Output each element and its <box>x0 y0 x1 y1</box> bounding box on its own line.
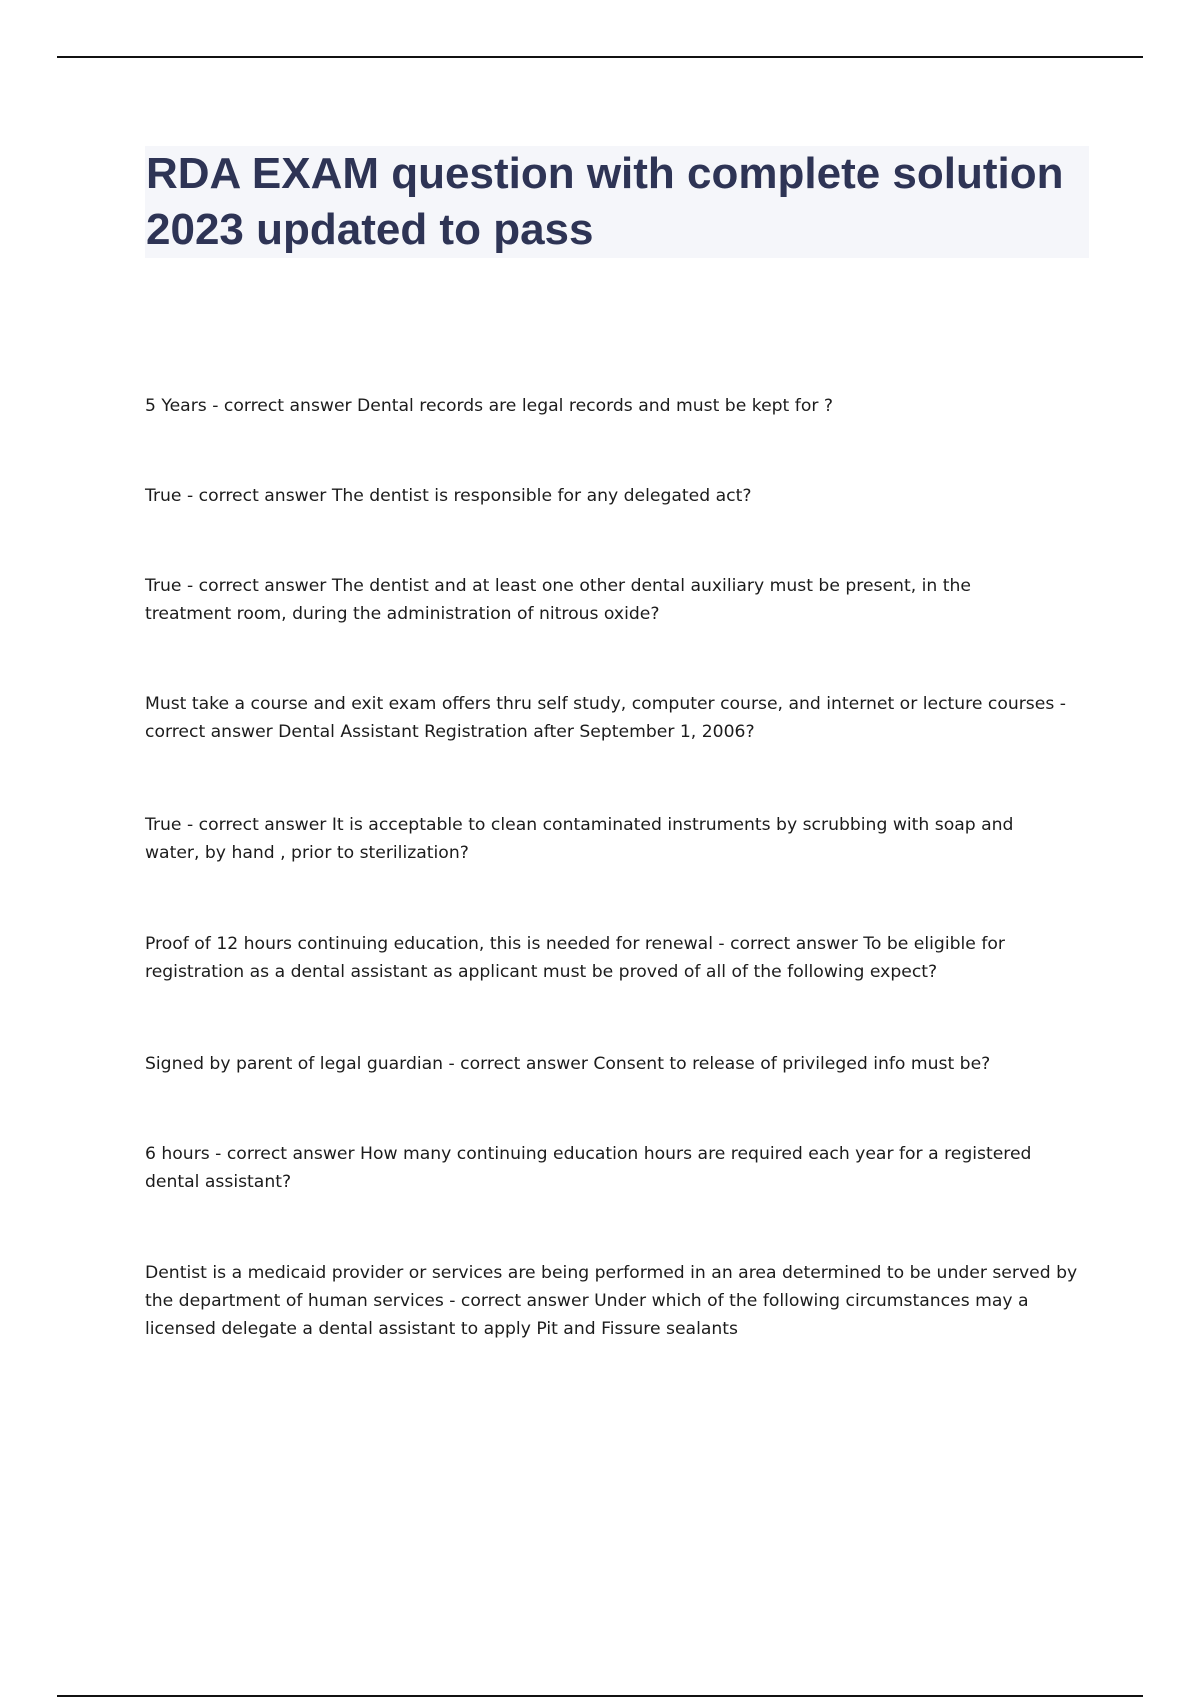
top-rule <box>57 56 1143 58</box>
qa-item-5: True - correct answer It is acceptable to clean contaminated instruments by scrubbing with soap and water, by hand , prior to sterilization? <box>145 815 1014 863</box>
qa-item-4: Must take a course and exit exam offers thru self study, computer course, and internet or lecture courses - correct answer Dental Assistant Registration after September 1, 2006? <box>145 694 1066 742</box>
qa-item-2: True - correct answer The dentist is responsible for any delegated act? <box>145 486 752 506</box>
document-title: RDA EXAM question with complete solution 2023 updated to pass <box>146 149 1064 254</box>
title-banner <box>145 146 1089 258</box>
qa-item-6: Proof of 12 hours continuing education, this is needed for renewal - correct answer To be eligible for registration as a dental assistant as applicant must be proved of all of the following expect? <box>145 934 1005 982</box>
qa-item-7: Signed by parent of legal guardian - correct answer Consent to release of privileged info must be? <box>145 1054 991 1074</box>
qa-item-1: 5 Years - correct answer Dental records are legal records and must be kept for ? <box>145 396 833 416</box>
qa-item-8: 6 hours - correct answer How many continuing education hours are required each year for a registered dental assistant? <box>145 1144 1032 1192</box>
bottom-rule <box>57 1695 1143 1697</box>
qa-item-9: Dentist is a medicaid provider or services are being performed in an area determined to be under served by the department of human services - correct answer Under which of the following circumstances may a licensed delegate a dental assistant to apply Pit and Fissure sealants <box>145 1263 1078 1339</box>
qa-item-3: True - correct answer The dentist and at least one other dental auxiliary must be present, in the treatment room, during the administration of nitrous oxide? <box>145 576 971 624</box>
